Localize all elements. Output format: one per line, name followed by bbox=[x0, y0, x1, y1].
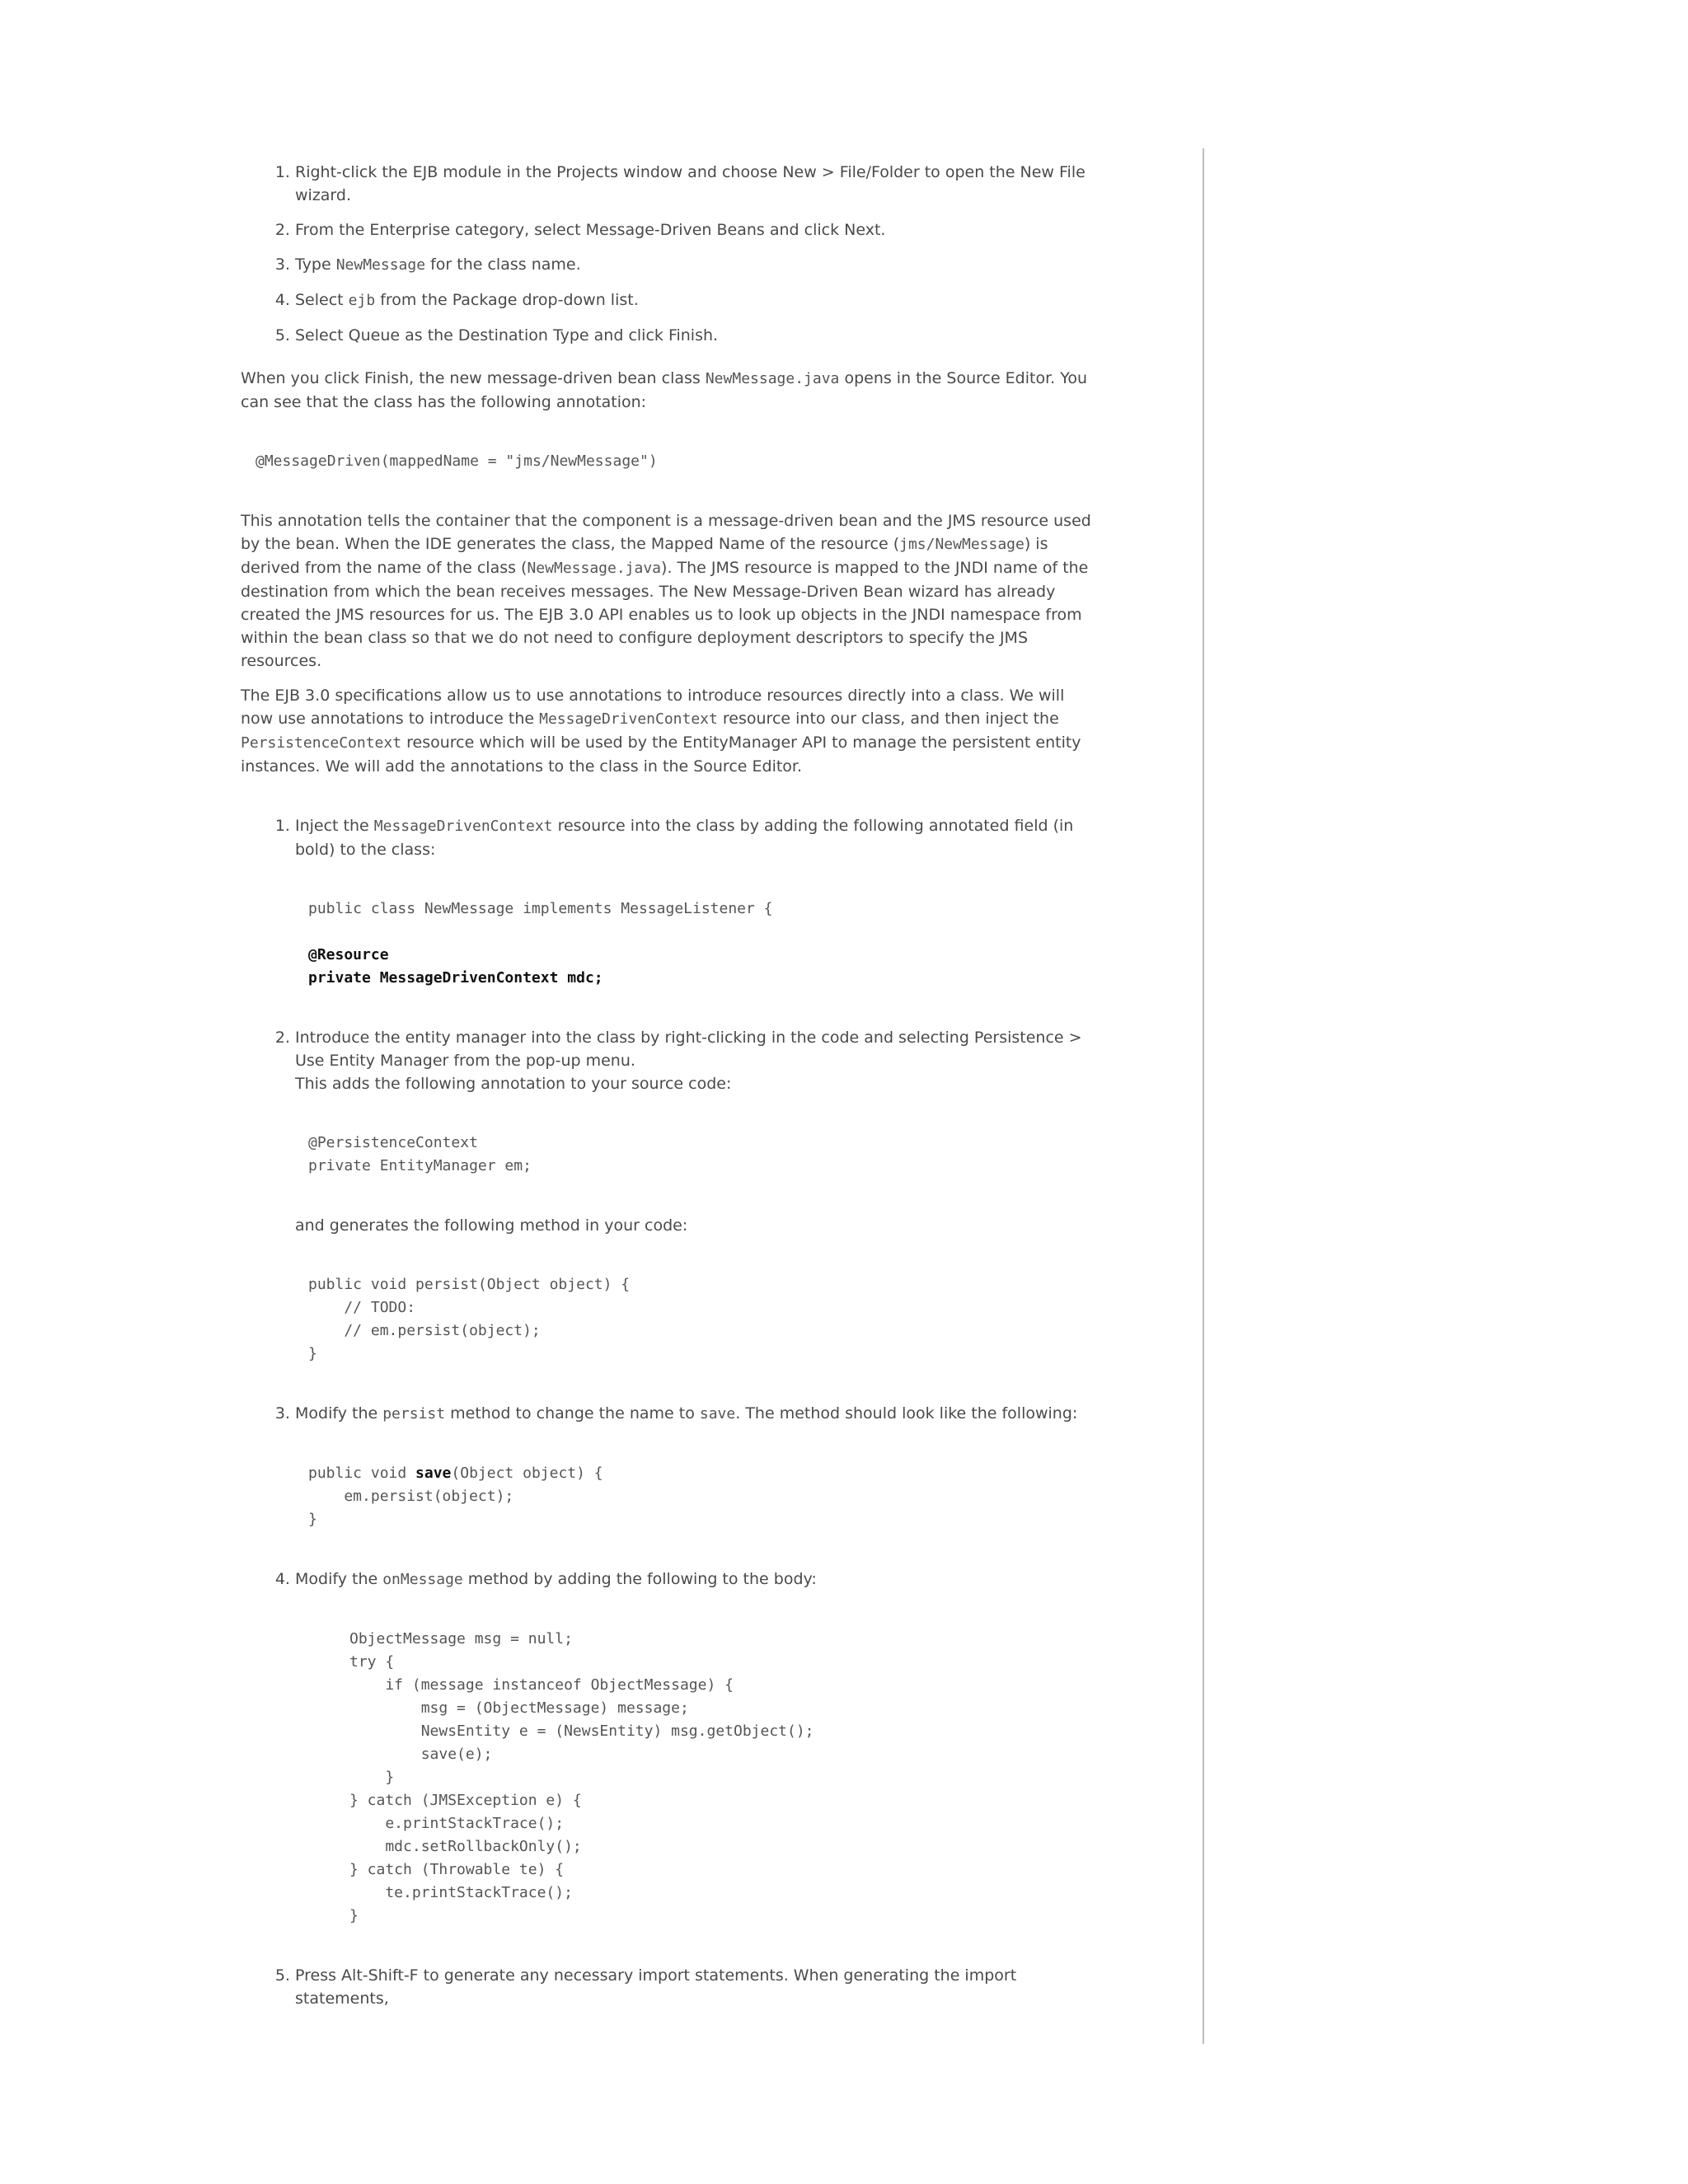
inline-code: onMessage bbox=[382, 1571, 463, 1588]
inline-code: NewMessage.java bbox=[527, 560, 662, 577]
persist-method-code-block: public void persist(Object object) { // TODO: // em.persist(object); } bbox=[308, 1276, 631, 1362]
inline-code: NewMessage.java bbox=[705, 370, 840, 387]
step-3: 3. Modify the persist method to change the name to save. The method should look like the following: public void save(Object object) { em.persist(object); } bbox=[295, 1402, 1095, 1531]
step-4: 4. Modify the onMessage method by adding the following to the body: ObjectMessage msg = null; try { if (message instanceof ObjectMessage) { msg = (ObjectMessage) message; NewsEntity e = (NewsEntity) msg.getObject(); save(e); } } catch (JMSException e) { e.printStackTrace(); mdc.setRollbackOnly(); } catch (Throwable te) { te.printStackTrace(); } bbox=[295, 1568, 1095, 1928]
inline-code: NewMessage bbox=[335, 256, 426, 274]
intro-step-1: 1. Right-click the EJB module in the Projects window and choose New > File/Folder to open the New File wizard. bbox=[295, 161, 1095, 207]
inline-code: ejb bbox=[348, 292, 376, 309]
intro-step-3: 3. Type NewMessage for the class name. bbox=[295, 253, 1095, 277]
bold-code-line: @Resource bbox=[308, 946, 389, 963]
step-1: 1. Inject the MessageDrivenContext resource into the class by adding the following annotated field (in bold) to the class: public class NewMessage implements MessageListener { @Resource private MessageDrivenContext mdc; bbox=[295, 814, 1095, 990]
paragraph-specifications: The EJB 3.0 specifications allow us to use annotations to introduce resources directly into a class. We will now use annotations to introduce the MessageDrivenContext resource into our class, and then inject the PersistenceContext resource which will be used by the EntityManager API to manage the persistent entity instances. We will add the annotations to the class in the Source Editor. bbox=[241, 687, 1081, 776]
intro-steps-list bbox=[241, 161, 1095, 347]
document-body bbox=[241, 161, 1095, 2022]
annotation-code-block: @MessageDriven(mappedName = "jms/NewMessage") bbox=[256, 452, 658, 470]
save-method-code-block: public void save(Object object) { em.persist(object); } bbox=[308, 1465, 603, 1528]
resource-code-block: public class NewMessage implements MessageListener { @Resource private MessageDrivenContext mdc; bbox=[308, 900, 773, 987]
intro-step-2: 2. From the Enterprise category, select Message-Driven Beans and click Next. bbox=[295, 218, 1095, 241]
inline-code: persist bbox=[382, 1405, 446, 1422]
onmessage-code-block: ObjectMessage msg = null; try { if (message instanceof ObjectMessage) { msg = (ObjectMessage) message; NewsEntity e = (NewsEntity) msg.getObject(); save(e); } } catch (JMSException e) { e.printStackTrace(); mdc.setRollbackOnly(); } catch (Throwable te) { te.printStackTrace(); } bbox=[349, 1630, 814, 1924]
bold-code-line: private MessageDrivenContext mdc; bbox=[308, 969, 603, 987]
inline-code: save bbox=[699, 1405, 736, 1422]
persistence-code-block: @PersistenceContext private EntityManager em; bbox=[308, 1134, 532, 1174]
step-2: 2. Introduce the entity manager into the class by right-clicking in the code and selecting Persistence > Use Entity Manager from the pop-up menu. This adds the following annotation to your source code: @PersistenceContext private EntityManager em; and generates the following method in your code: public void persist(Object object) { // TODO: // em.persist(object); } bbox=[295, 1026, 1095, 1366]
annotation-steps-list bbox=[241, 814, 1095, 2010]
inline-code: MessageDrivenContext bbox=[539, 710, 718, 728]
intro-step-5: 5. Select Queue as the Destination Type and click Finish. bbox=[295, 324, 1095, 347]
paragraph-annotation: This annotation tells the container that the component is a message-driven bean and the JMS resource used by the bean. When the IDE generates the class, the Mapped Name of the resource (jms/NewMessage) is derived from the name of the class (NewMessage.java). The JMS resource is mapped to the JNDI name of the destination from which the bean receives messages. The New Message-Driven Bean wizard has already created the JMS resources for us. The EJB 3.0 API enables us to look up objects in the JNDI namespace from within the bean class so that we do not need to configure deployment descriptors to specify the JMS resources. bbox=[241, 512, 1091, 670]
step-5: 5. Press Alt-Shift-F to generate any necessary import statements. When generating the import statements, bbox=[295, 1964, 1095, 2010]
inline-code: MessageDrivenContext bbox=[373, 818, 553, 835]
right-margin-rule bbox=[1203, 148, 1204, 2044]
intro-step-4: 4. Select ejb from the Package drop-down list. bbox=[295, 288, 1095, 312]
inline-code: jms/NewMessage bbox=[899, 536, 1025, 553]
paragraph-finish: When you click Finish, the new message-driven bean class NewMessage.java opens in the Source Editor. You can see that the class has the following annotation: bbox=[241, 369, 1087, 411]
inline-code: PersistenceContext bbox=[241, 734, 402, 752]
